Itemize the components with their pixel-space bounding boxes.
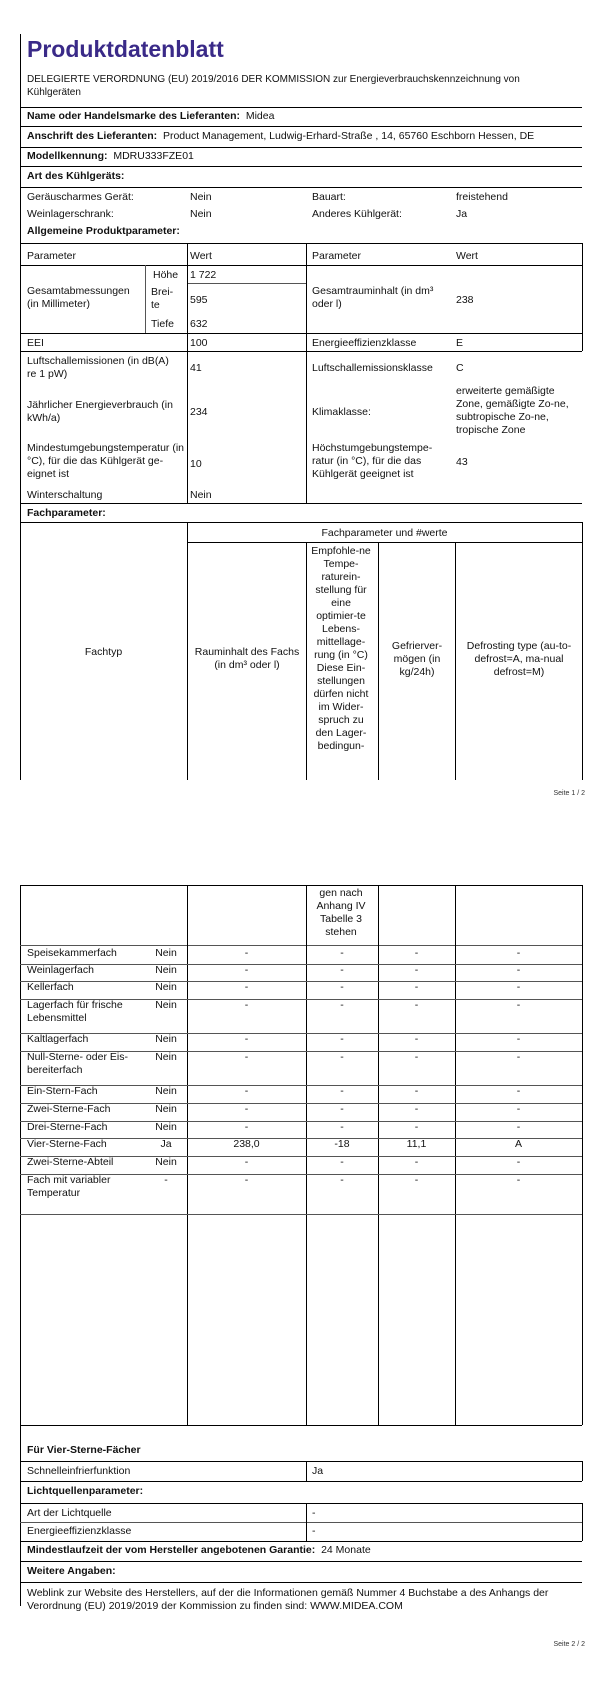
compartment-present: Ja — [160, 1138, 172, 1150]
low-noise-label: Geräuscharmes Gerät: — [27, 191, 134, 203]
compartment-temp: - — [340, 1103, 344, 1115]
climate-class-value: erweiterte gemäßigte Zone, gemäßigte Zo-ne, subtropische Zo-ne, tropische Zone — [456, 385, 569, 436]
min-temp-label: Mindestumgebungstemperatur (in °C), für die das Kühlgerät ge-eignet ist — [27, 442, 184, 480]
light-class-label: Energieeffizienzklasse — [27, 1525, 132, 1537]
compartment-present: Nein — [155, 947, 177, 959]
compartment-present: Nein — [155, 964, 177, 976]
compartment-name: Kaltlagerfach — [27, 1033, 89, 1045]
more-info-heading: Weitere Angaben: — [27, 1565, 116, 1577]
col-compartment-volume: Rauminhalt des Fachs (in dm³ oder l) — [194, 646, 300, 671]
compartment-name: Fach mit variabler Temperatur — [27, 1174, 111, 1199]
energy-class-label: Energieeffizienzklasse — [312, 337, 417, 349]
compartment-freeze: - — [414, 1051, 419, 1063]
col-value-2: Wert — [456, 250, 478, 262]
compartment-volume: - — [244, 1085, 249, 1097]
compartment-volume: - — [244, 1033, 249, 1045]
min-temp-value: 10 — [190, 458, 202, 470]
winter-switch-label: Winterschaltung — [27, 489, 103, 501]
compartment-defrost: - — [516, 1051, 521, 1063]
model-value: MDRU333FZE01 — [113, 150, 194, 162]
compartment-temp: - — [340, 1156, 344, 1168]
compartment-present: Nein — [155, 1121, 177, 1133]
compartment-temp: - — [340, 1174, 344, 1186]
eei-label: EEI — [27, 337, 44, 349]
compartment-volume: - — [244, 999, 249, 1011]
compartment-defrost: - — [516, 947, 521, 959]
col-defrost-type: Defrosting type (au-to-defrost=A, ma-nual defrost=M) — [466, 640, 572, 678]
fast-freeze-label: Schnelleinfrierfunktion — [27, 1465, 131, 1477]
depth-label: Tiefe — [151, 318, 174, 330]
col-compartment-type: Fachtyp — [84, 646, 123, 658]
height-value: 1 722 — [190, 269, 217, 281]
climate-class-label: Klimaklasse: — [312, 406, 371, 418]
depth-value: 632 — [190, 318, 208, 330]
compartment-volume: - — [244, 1174, 249, 1186]
compartment-name: Vier-Sterne-Fach — [27, 1138, 107, 1150]
design-label: Bauart: — [312, 191, 346, 203]
dimensions-label: Gesamtabmessungen (in Millimeter) — [27, 285, 130, 310]
light-type-value: - — [312, 1507, 316, 1519]
model-row — [27, 150, 194, 163]
compartment-defrost: - — [516, 1174, 521, 1186]
supplier-name-row — [27, 110, 274, 123]
compartment-present: Nein — [155, 981, 177, 993]
compartment-present: Nein — [155, 1085, 177, 1097]
compartment-group-header: Fachparameter und #werte — [321, 527, 448, 539]
compartment-defrost: - — [516, 964, 521, 976]
compartment-temp: - — [340, 1033, 344, 1045]
compartment-freeze: - — [414, 1103, 419, 1115]
compartment-temp: - — [340, 964, 344, 976]
compartment-volume: - — [244, 1103, 249, 1115]
compartment-temp: - — [340, 947, 344, 959]
light-type-label: Art der Lichtquelle — [27, 1507, 112, 1519]
page-number-2: Seite 2 / 2 — [553, 1641, 585, 1648]
compartment-defrost: A — [514, 1138, 522, 1150]
compartment-volume: 238,0 — [233, 1138, 260, 1150]
fast-freeze-value: Ja — [312, 1465, 324, 1477]
model-label: Modellkennung: — [27, 150, 108, 162]
compartment-present: Nein — [155, 999, 177, 1011]
compartment-name: Kellerfach — [27, 981, 74, 993]
compartment-temp: - — [340, 999, 344, 1011]
compartment-defrost: - — [516, 981, 521, 993]
light-class-value: - — [312, 1525, 316, 1537]
compartment-freeze: - — [414, 947, 419, 959]
compartment-name: Lagerfach für frische Lebensmittel — [27, 999, 123, 1024]
compartment-name: Weinlagerfach — [27, 964, 94, 976]
compartment-volume: - — [244, 1156, 249, 1168]
col-freezing-capacity: Gefrierver-mögen (in kg/24h) — [391, 640, 443, 678]
wine-cabinet-value: Nein — [190, 208, 212, 220]
winter-switch-value: Nein — [190, 489, 212, 501]
table-end-divider — [20, 1425, 582, 1426]
col-param-1: Parameter — [27, 250, 77, 262]
design-value: freistehend — [456, 191, 508, 203]
compartment-defrost: - — [516, 1156, 521, 1168]
warranty-row — [27, 1544, 371, 1557]
noise-value: 41 — [190, 362, 202, 374]
other-appliance-label: Anderes Kühlgerät: — [312, 208, 402, 220]
compartment-volume: - — [244, 964, 249, 976]
supplier-name-label: Name oder Handelsmarke des Lieferanten: — [27, 110, 240, 122]
compartment-defrost: - — [516, 1033, 521, 1045]
warranty-value: 24 Monate — [321, 1544, 371, 1556]
compartment-freeze: - — [414, 1033, 419, 1045]
four-star-heading: Für Vier-Sterne-Fächer — [27, 1444, 141, 1456]
page-number-1: Seite 1 / 2 — [553, 790, 585, 797]
compartment-volume: - — [244, 1121, 249, 1133]
total-volume-value: 238 — [456, 294, 474, 306]
compartment-present: Nein — [155, 1051, 177, 1063]
supplier-address-row — [27, 130, 534, 143]
warranty-label: Mindestlaufzeit der vom Hersteller angebotenen Garantie: — [27, 1544, 316, 1556]
compartment-volume: - — [244, 981, 249, 993]
annual-energy-value: 234 — [190, 406, 208, 418]
compartment-freeze: - — [414, 964, 419, 976]
col-value-1: Wert — [190, 250, 212, 262]
compartment-temp: - — [340, 981, 344, 993]
max-temp-label: Höchstumgebungstempe-ratur (in °C), für die das Kühlgerät geeignet ist — [312, 442, 433, 480]
compartment-temp: - — [340, 1051, 344, 1063]
compartment-freeze: - — [414, 1174, 419, 1186]
compartment-freeze: 11,1 — [406, 1138, 427, 1150]
low-noise-value: Nein — [190, 191, 212, 203]
col-recommended-temp-part1: Empfohle-ne Tempe-raturein-stellung für eine optimier-te Lebens-mittellage-rung (in °C) Diese Ein-stellungen dürfen nicht im Wider-spruch zu den Lager-bedingun- — [311, 545, 371, 752]
more-info-text: Weblink zur Website des Herstellers, auf der die Informationen gemäß Nummer 4 Buchstabe a des Anhangs der Verordnung (EU) 2019/2019 der Kommission zu finden sind: WWW.MIDEA.COM — [27, 1587, 549, 1612]
compartment-freeze: - — [414, 1085, 419, 1097]
compartment-temp: - — [340, 1121, 344, 1133]
compartment-defrost: - — [516, 999, 521, 1011]
document-title: Produktdatenblatt — [27, 36, 224, 62]
height-label: Höhe — [153, 269, 179, 281]
supplier-name-value: Midea — [245, 110, 275, 122]
compartment-name: Drei-Sterne-Fach — [27, 1121, 108, 1133]
compartment-present: Nein — [155, 1103, 177, 1115]
compartment-defrost: - — [516, 1085, 521, 1097]
width-label: Brei-te — [151, 286, 174, 311]
width-value: 595 — [190, 294, 208, 306]
supplier-address-value: Product Management, Ludwig-Erhard-Straße , 14, 65760 Eschborn Hessen, DE — [162, 130, 535, 142]
document-subtitle: DELEGIERTE VERORDNUNG (EU) 2019/2016 DER KOMMISSION zur Energieverbrauchskennzeichnung von Kühlgeräten — [27, 74, 520, 98]
eei-value: 100 — [190, 337, 208, 349]
compartment-name: Zwei-Sterne-Abteil — [27, 1156, 114, 1168]
total-volume-label: Gesamtrauminhalt (in dm³ oder l) — [312, 285, 434, 310]
col-param-2: Parameter — [312, 250, 362, 262]
compartment-temp: -18 — [334, 1138, 350, 1150]
row-divider — [20, 1214, 582, 1215]
energy-class-value: E — [456, 337, 464, 349]
col-recommended-temp-part2: gen nach Anhang IV Tabelle 3 stehen — [316, 887, 366, 938]
noise-class-value: C — [456, 362, 464, 374]
compartment-name: Null-Sterne- oder Eis-bereiterfach — [27, 1051, 128, 1076]
compartment-freeze: - — [414, 999, 419, 1011]
compartment-present: Nein — [155, 1156, 177, 1168]
compartment-defrost: - — [516, 1103, 521, 1115]
compartment-present: Nein — [155, 1033, 177, 1045]
compartment-heading: Fachparameter: — [27, 507, 106, 519]
compartment-freeze: - — [414, 1156, 419, 1168]
general-params-heading: Allgemeine Produktparameter: — [27, 225, 180, 237]
compartment-name: Zwei-Sterne-Fach — [27, 1103, 111, 1115]
page-2 — [0, 841, 595, 1682]
compartment-name: Speisekammerfach — [27, 947, 117, 959]
other-appliance-value: Ja — [456, 208, 468, 220]
compartment-defrost: - — [516, 1121, 521, 1133]
compartment-freeze: - — [414, 981, 419, 993]
compartment-temp: - — [340, 1085, 344, 1097]
light-heading: Lichtquellenparameter: — [27, 1485, 144, 1497]
noise-class-label: Luftschallemissionsklasse — [312, 362, 433, 374]
compartment-volume: - — [244, 1051, 249, 1063]
compartment-freeze: - — [414, 1121, 419, 1133]
supplier-address-label: Anschrift des Lieferanten: — [27, 130, 158, 142]
annual-energy-label: Jährlicher Energieverbrauch (in kWh/a) — [27, 399, 173, 424]
max-temp-value: 43 — [456, 456, 468, 468]
noise-label: Luftschallemissionen (in dB(A) re 1 pW) — [27, 355, 169, 380]
compartment-present: - — [164, 1174, 168, 1186]
wine-cabinet-label: Weinlagerschrank: — [27, 208, 114, 220]
compartment-volume: - — [244, 947, 249, 959]
appliance-type-heading: Art des Kühlgeräts: — [27, 170, 125, 182]
compartment-name: Ein-Stern-Fach — [27, 1085, 98, 1097]
